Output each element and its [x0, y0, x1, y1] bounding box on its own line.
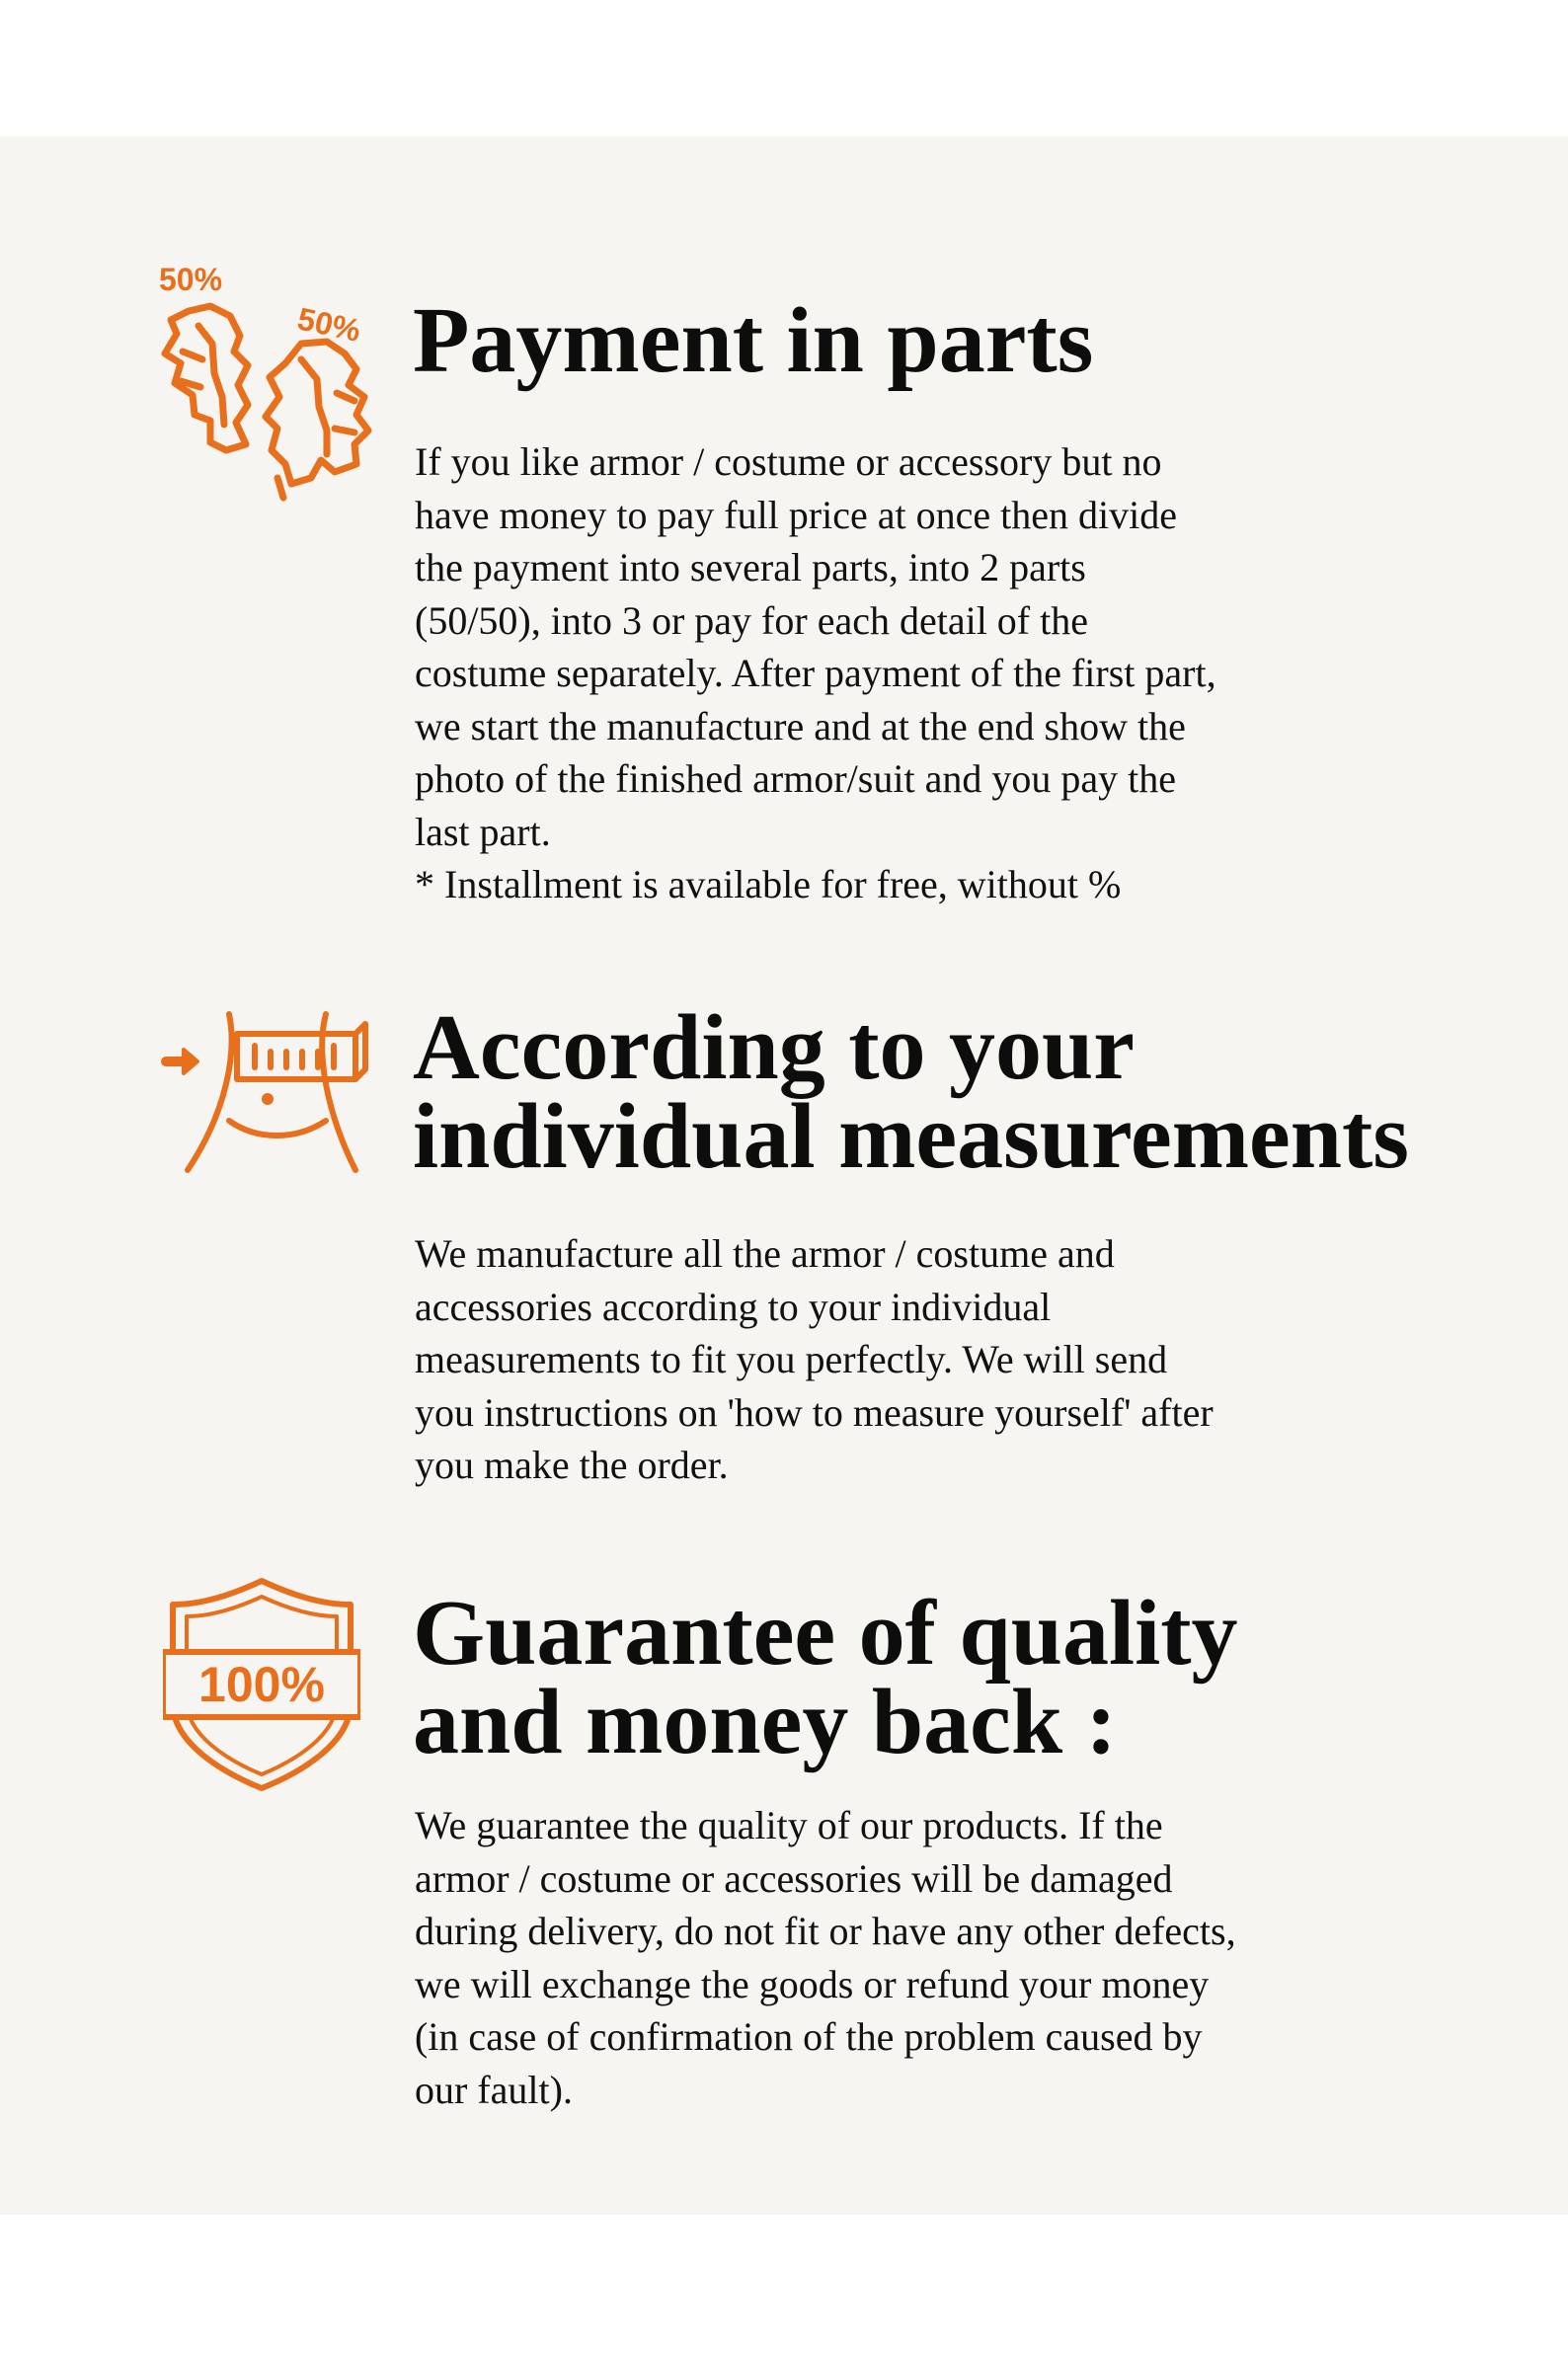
section-body: [415, 1227, 1461, 1492]
body-line: have money to pay full price at once then divide: [415, 492, 1177, 537]
body-line: last part.: [415, 809, 551, 854]
section-body: [415, 1799, 1461, 2116]
body-line: If you like armor / costume or accessory but no: [415, 439, 1162, 484]
title-line: Payment in parts: [413, 289, 1094, 392]
body-line: (50/50), into 3 or pay for each detail of the: [415, 597, 1088, 643]
body-line: We manufacture all the armor / costume and: [415, 1231, 1115, 1276]
icon-label-left: 50%: [159, 262, 223, 297]
body-line: we start the manufacture and at the end show the: [415, 703, 1186, 748]
body-line: accessories according to your individual: [415, 1284, 1052, 1329]
navel-dot: [262, 1093, 274, 1105]
section-body: [415, 435, 1461, 911]
body-line: photo of the finished armor/suit and you pay the: [415, 756, 1176, 801]
body-line: during delivery, do not fit or have any other defects,: [415, 1909, 1236, 1953]
body-line: (in case of confirmation of the problem caused by: [415, 2014, 1203, 2059]
title-line: According to your: [413, 996, 1136, 1099]
section-title: [413, 1582, 1238, 1773]
body-line: the payment into several parts, into 2 parts: [415, 545, 1086, 589]
body-line: armor / costume or accessories will be damaged: [415, 1855, 1173, 1901]
body-line: you instructions on 'how to measure yourself' after: [415, 1389, 1214, 1435]
body-line: costume separately. After payment of the first part,: [415, 651, 1216, 695]
body-line: * Installment is available for free, without %: [415, 862, 1122, 906]
section-title: [413, 996, 1409, 1188]
body-line: our fault).: [415, 2067, 573, 2112]
title-line: Guarantee of quality: [413, 1582, 1238, 1685]
body-line: you make the order.: [415, 1443, 729, 1487]
body-line: measurements to fit you perfectly. We will send: [415, 1337, 1168, 1381]
icon-label-right: 50%: [294, 300, 364, 349]
waist-measuring-tape-icon: [158, 992, 375, 1190]
shield-100-percent-icon: [163, 1575, 360, 1792]
split-armor-50-50-icon: [153, 257, 390, 513]
body-line: We guarantee the quality of our products. If the: [415, 1803, 1163, 1847]
body-line: we will exchange the goods or refund your money: [415, 1961, 1210, 2006]
title-line: and money back :: [413, 1671, 1117, 1773]
shield-label: 100%: [198, 1657, 325, 1712]
title-line: individual measurements: [413, 1085, 1409, 1188]
section-title: [413, 289, 1094, 392]
